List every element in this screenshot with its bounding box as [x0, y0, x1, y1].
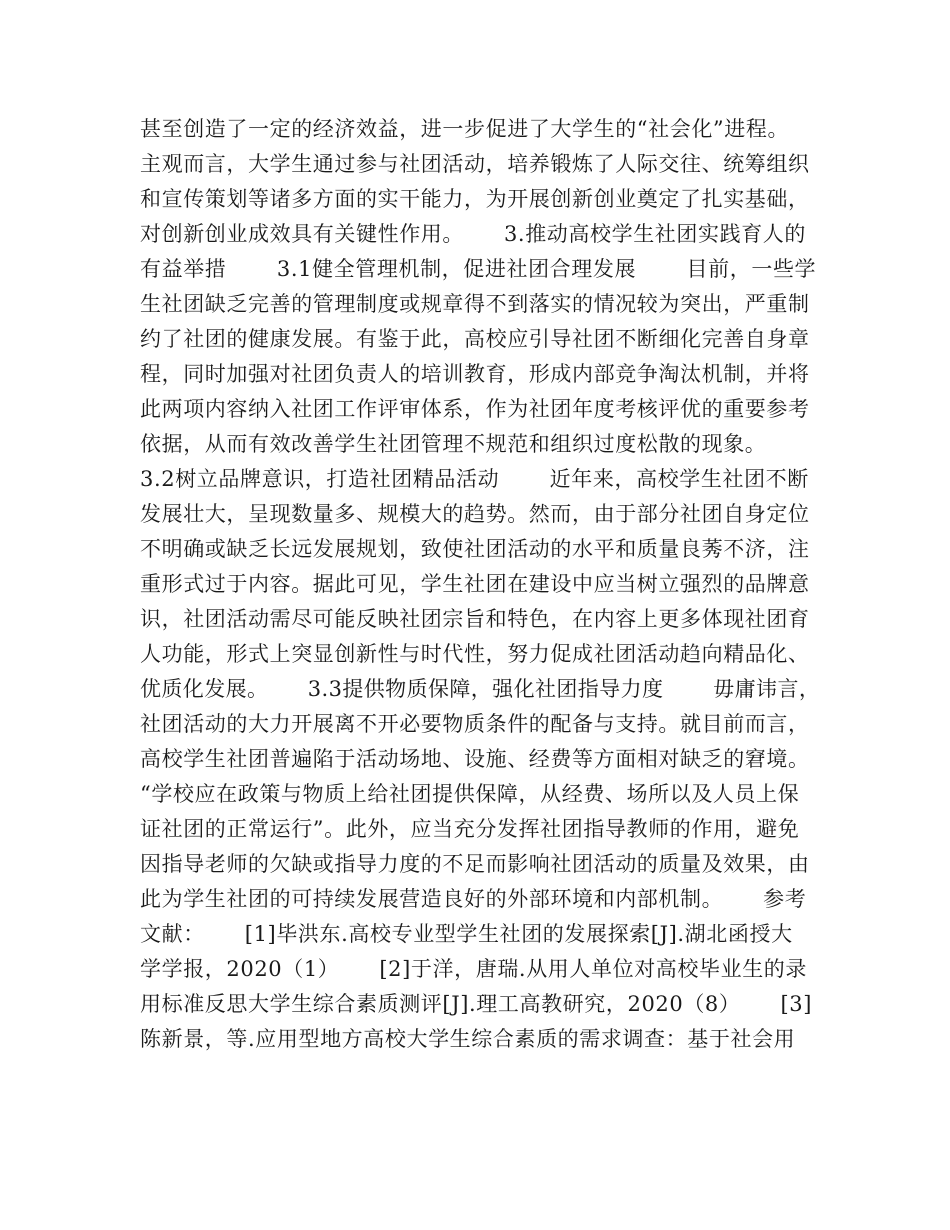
text-line: 甚至创造了一定的经济效益，进一步促进了大学生的“社会化”进程。	[140, 117, 790, 141]
text-line: 高校学生社团普遍陷于活动场地、设施、经费等方面相对缺乏的窘境。	[140, 747, 810, 771]
text-line: 陈新景，等.应用型地方高校大学生综合素质的需求调查：基于社会用	[140, 1027, 796, 1051]
text-line: 优质化发展。 3.3提供物质保障，强化社团指导力度 毋庸讳言，	[140, 677, 821, 701]
text-line: 有益举措 3.1健全管理机制，促进社团合理发展 目前，一些学	[140, 257, 817, 281]
text-line: 生社团缺乏完善的管理制度或规章得不到落实的情况较为突出，严重制	[140, 292, 810, 316]
text-line: 证社团的正常运行”。此外，应当充分发挥社团指导教师的作用，避免	[140, 817, 800, 841]
text-line: 人功能，形式上突显创新性与时代性，努力促成社团活动趋向精品化、	[140, 642, 810, 666]
text-line: 此两项内容纳入社团工作评审体系，作为社团年度考核评优的重要参考	[140, 397, 810, 421]
text-line: “学校应在政策与物质上给社团提供保障，从经费、场所以及人员上保	[140, 782, 800, 806]
text-line: 依据，从而有效改善学生社团管理不规范和组织过度松散的现象。	[140, 432, 767, 456]
text-line: 学学报，2020（1） [2]于洋，唐瑞.从用人单位对高校毕业生的录	[140, 957, 807, 981]
text-line: 识，社团活动需尽可能反映社团宗旨和特色，在内容上更多体现社团育	[140, 607, 810, 631]
text-line: 发展壮大，呈现数量多、规模大的趋势。然而，由于部分社团自身定位	[140, 502, 810, 526]
text-line: 文献： [1]毕洪东.高校专业型学生社团的发展探索[J].湖北函授大	[140, 922, 793, 946]
text-line: 约了社团的健康发展。有鉴于此，高校应引导社团不断细化完善自身章	[140, 327, 810, 351]
text-line: 不明确或缺乏长远发展规划，致使社团活动的水平和质量良莠不济，注	[140, 537, 810, 561]
text-line: 3.2树立品牌意识，打造社团精品活动 近年来，高校学生社团不断	[140, 467, 809, 491]
text-line: 社团活动的大力开展离不开必要物质条件的配备与支持。就目前而言，	[140, 712, 810, 736]
text-line: 对创新创业成效具有关键性作用。 3.推动高校学生社团实践育人的	[140, 222, 807, 246]
text-line: 重形式过于内容。据此可见，学生社团在建设中应当树立强烈的品牌意	[140, 572, 810, 596]
text-line: 此为学生社团的可持续发展营造良好的外部环境和内部机制。 参考	[140, 887, 807, 911]
text-line: 用标准反思大学生综合素质测评[J].理工高教研究，2020（8） [3]	[140, 992, 813, 1016]
text-line: 主观而言，大学生通过参与社团活动，培养锻炼了人际交往、统筹组织	[140, 152, 810, 176]
text-line: 因指导老师的欠缺或指导力度的不足而影响社团活动的质量及效果，由	[140, 852, 810, 876]
text-line: 和宣传策划等诸多方面的实干能力，为开展创新创业奠定了扎实基础，	[140, 187, 810, 211]
text-line: 程，同时加强对社团负责人的培训教育，形成内部竞争淘汰机制，并将	[140, 362, 810, 386]
